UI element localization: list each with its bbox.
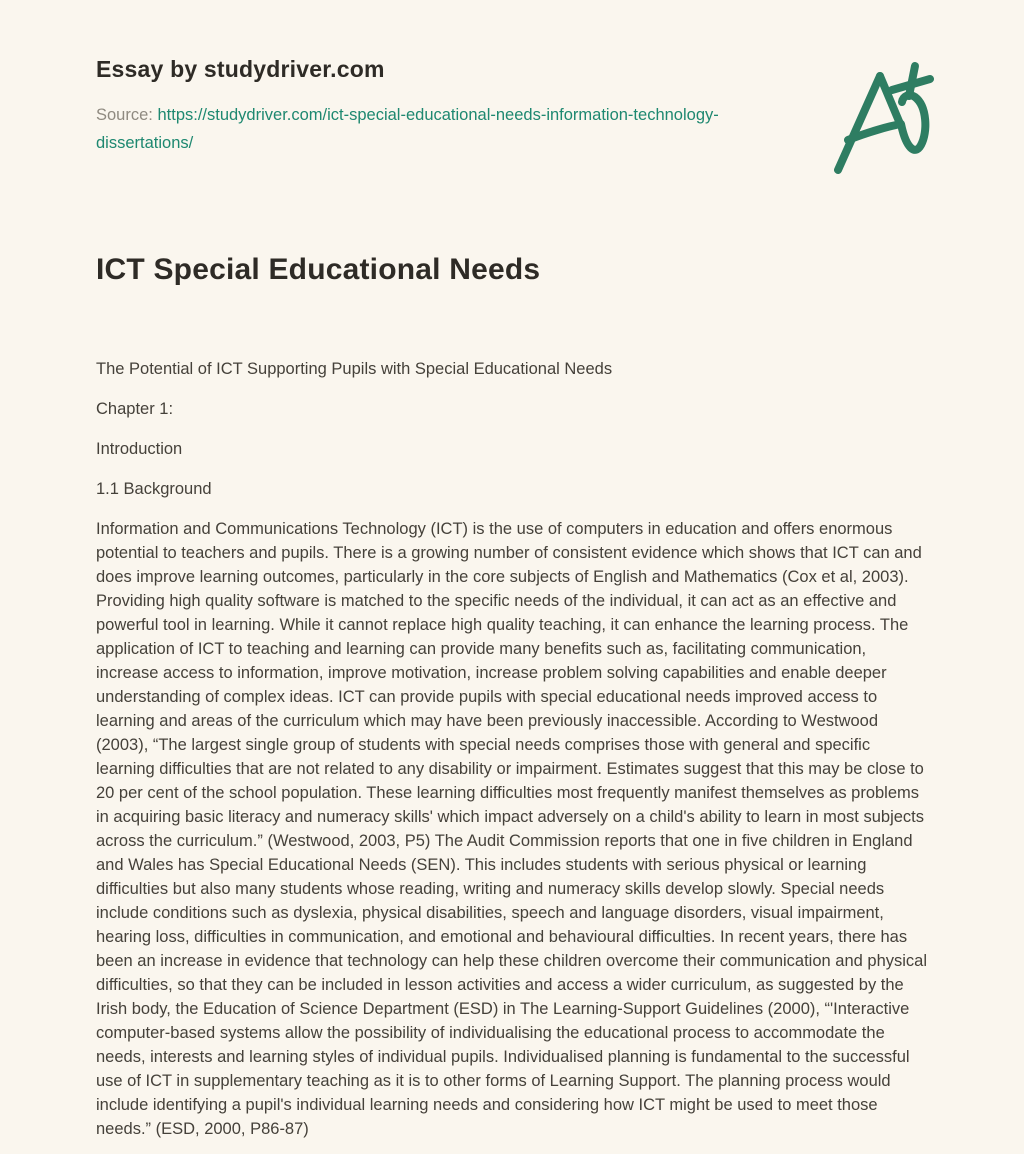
article-body-paragraph: Information and Communications Technology (ICT) is the use of computers in education and offers enormous potential to teachers and pupils. There is a growing number of consistent evidence which shows that ICT can and does improve learning outcomes, particularly in the core subjects of English and Mathematics (Cox et al, 2003). Providing high quality software is matched to the specific needs of the individual, it can act as an effective and powerful tool in learning. While it cannot replace high quality teaching, it can enhance the learning process. The application of ICT to teaching and learning can provide many benefits such as, facilitating communication, increase access to information, improve motivation, increase problem solving capabilities and enable deeper understanding of complex ideas. ICT can provide pupils with special educational needs improved access to learning and areas of the curriculum which may have been previously inaccessible. According to Westwood (2003), “The largest single group of students with special needs comprises those with general and specific learning difficulties that are not related to any disability or impairment. Estimates suggest that this may be close to 20 per cent of the school population. These learning difficulties most frequently manifest themselves as problems in acquiring basic literacy and numeracy skills' which impact adversely on a child's ability to learn in most subjects across the curriculum.” (Westwood, 2003, P5) The Audit Commission reports that one in five children in England and Wales has Special Educational Needs (SEN). This includes students with serious physical or learning difficulties but also many students whose reading, writing and numeracy skills develop slowly. Special needs include conditions such as dyslexia, physical disabilities, speech and language disorders, visual impairment, hearing loss, difficulties in communication, and emotional and behavioural difficulties. In recent years, there has been an increase in evidence that technology can help these children overcome their communication and physical difficulties, so that they can be included in lesson activities and access a wider curriculum, as suggested by the Irish body, the Education of Science Department (ESD) in The Learning-Support Guidelines (2000), “'Interactive computer-based systems allow the possibility of individualising the educational process to accommodate the needs, interests and learning styles of individual pupils. Individualised planning is fundamental to the successful use of ICT in supplementary teaching as it is to other forms of Learning Support. The planning process would include identifying a pupil's individual learning needs and considering how ICT might be used to meet those needs.” (ESD, 2000, P86-87) — [96, 520, 928, 1138]
article-title: ICT Special Educational Needs — [96, 253, 541, 286]
section-heading-background: 1.1 Background — [96, 480, 212, 498]
article-subtitle: The Potential of ICT Supporting Pupils with Special Educational Needs — [96, 360, 613, 378]
source-line — [96, 101, 776, 157]
introduction-heading: Introduction — [96, 440, 183, 458]
a-plus-logo-icon — [824, 52, 936, 184]
essay-byline: Essay by studydriver.com — [96, 56, 385, 82]
source-label: Source: — [96, 106, 153, 124]
source-link[interactable]: https://studydriver.com/ict-special-educational-needs-information-technology-dissertations/ — [96, 106, 719, 152]
chapter-heading: Chapter 1: — [96, 400, 174, 418]
